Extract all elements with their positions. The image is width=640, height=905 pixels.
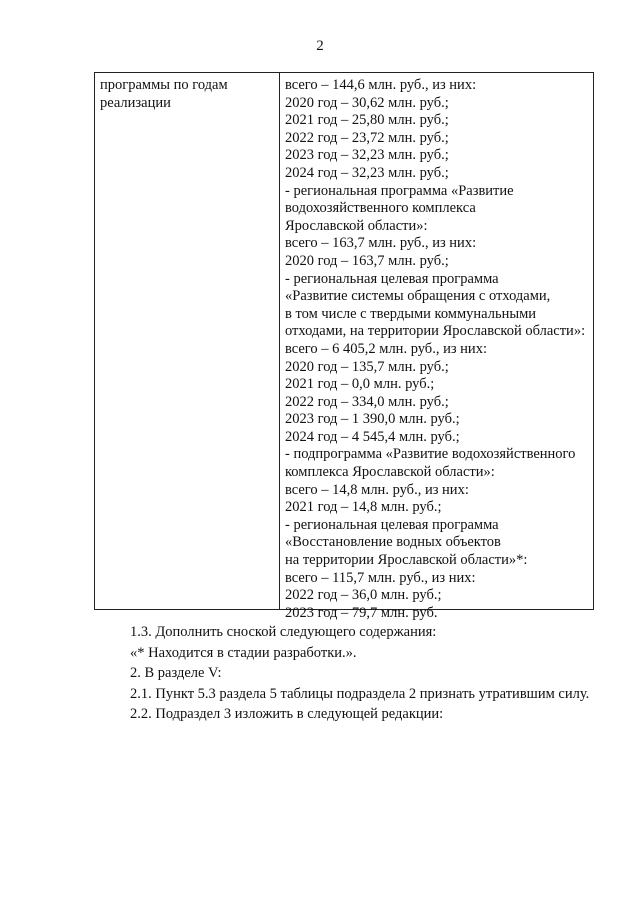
table-right-line: 2024 год – 4 545,4 млн. руб.; (285, 428, 460, 445)
footnote-text: «* Находится в стадии разработки.». (130, 644, 357, 661)
table-right-line: 2022 год – 36,0 млн. руб.; (285, 587, 442, 604)
table-right-line: 2021 год – 25,80 млн. руб.; (285, 112, 449, 129)
table-right-line: 2021 год – 14,8 млн. руб.; (285, 499, 442, 516)
paragraph-2-2: 2.2. Подраздел 3 изложить в следующей редакции: (130, 706, 444, 723)
table-right-line: 2022 год – 23,72 млн. руб.; (285, 129, 449, 146)
paragraph-2-1: 2.1. Пункт 5.3 раздела 5 таблицы подраздела 2 признать утратившим силу. (130, 685, 590, 702)
table-right-line: на территории Ярославской области»*: (285, 552, 528, 569)
table-right-line: 2021 год – 0,0 млн. руб.; (285, 376, 435, 393)
table-right-line: - региональная целевая программа (285, 270, 499, 287)
table-right-line: 2020 год – 135,7 млн. руб.; (285, 358, 449, 375)
table-right-line: комплекса Ярославской области»: (285, 464, 495, 481)
table-right-line: всего – 115,7 млн. руб., из них: (285, 569, 476, 586)
table-left-cell (95, 73, 280, 609)
table-right-line: всего – 14,8 млн. руб., из них: (285, 481, 469, 498)
table-right-line: 2023 год – 32,23 млн. руб.; (285, 147, 449, 164)
table-right-line: Ярославской области»: (285, 217, 428, 234)
paragraph-1-3: 1.3. Дополнить сноской следующего содержания: (130, 624, 437, 640)
table-right-line: в том числе с твердыми коммунальными (285, 305, 537, 322)
table-right-line: отходами, на территории Ярославской области»: (285, 323, 586, 340)
table-right-line: всего – 144,6 млн. руб., из них: (285, 77, 477, 93)
paragraph-2: 2. В разделе V: (130, 665, 222, 682)
table-right-line: 2023 год – 1 390,0 млн. руб.; (285, 411, 460, 428)
table-left-line: программы по годам (100, 77, 228, 93)
table-right-line: «Развитие системы обращения с отходами, (285, 288, 551, 305)
table-right-line: - региональная целевая программа (285, 516, 499, 533)
table-right-line: водохозяйственного комплекса (285, 200, 476, 217)
table-right-cell (280, 73, 593, 621)
document-body (94, 624, 596, 727)
table-right-line: 2024 год – 32,23 млн. руб.; (285, 164, 449, 181)
table-left-line: реализации (100, 94, 171, 111)
program-funding-table (94, 72, 594, 621)
table-right-line: 2022 год – 334,0 млн. руб.; (285, 393, 449, 410)
table-right-line: 2023 год – 79,7 млн. руб. (285, 604, 438, 621)
table-right-line: всего – 163,7 млн. руб., из них: (285, 235, 477, 252)
table-right-line: всего – 6 405,2 млн. руб., из них: (285, 340, 487, 357)
table-right-line: 2020 год – 30,62 млн. руб.; (285, 94, 449, 111)
page-number: 2 (316, 38, 324, 54)
table-right-line: - региональная программа «Развитие (285, 182, 514, 199)
table-right-line: 2020 год – 163,7 млн. руб.; (285, 252, 449, 269)
table-right-line: «Восстановление водных объектов (285, 534, 501, 551)
table-right-line: - подпрограмма «Развитие водохозяйственного (285, 446, 576, 463)
